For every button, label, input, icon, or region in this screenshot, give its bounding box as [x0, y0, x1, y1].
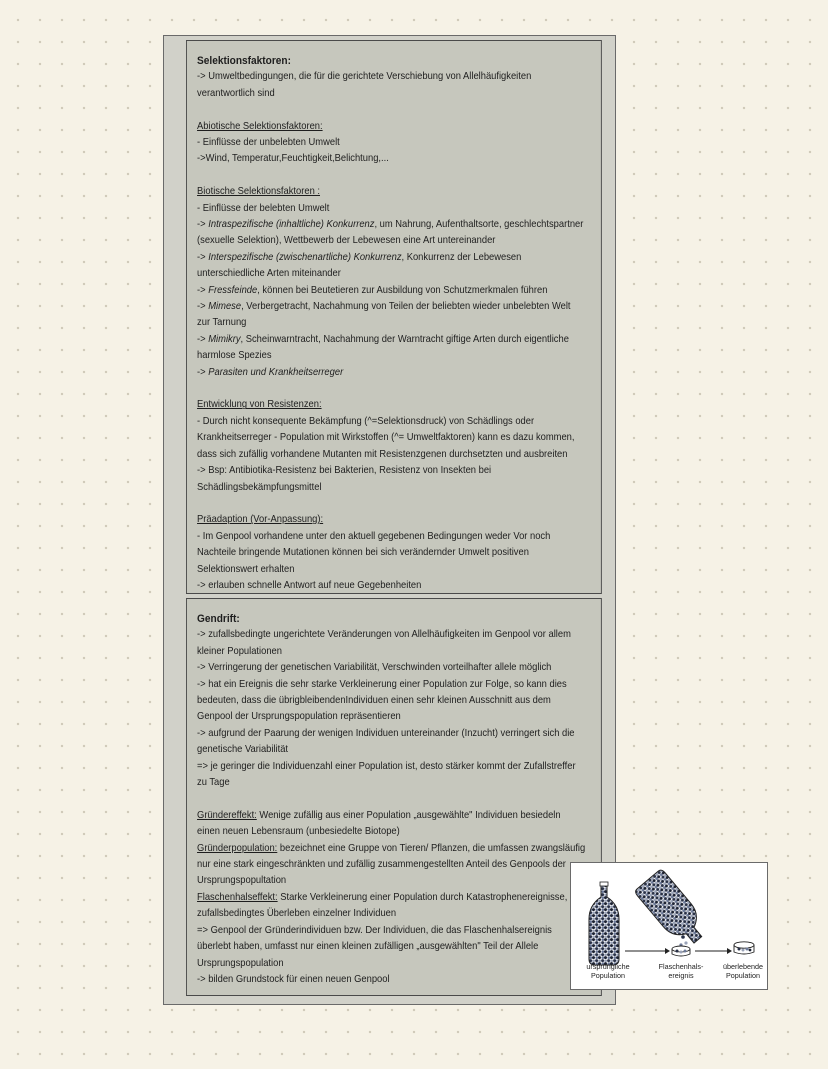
resistance-line: Krankheitserreger - Population mit Wirkstoffen (^= Umweltfaktoren) kann es dazu kommen, [197, 432, 575, 444]
preadaption-heading: Präadaption (Vor-Anpassung): [197, 514, 324, 526]
drift-line: -> hat ein Ereignis die sehr starke Verkleinerung einer Population zur Folge, so kann dies [197, 678, 567, 690]
drift-line: kleiner Populationen [197, 645, 282, 657]
intro-line: verantwortlich sind [197, 87, 275, 99]
drift-line: => je geringer die Individuenzahl einer Population ist, desto stärker kommt der Zufallstreffer [197, 760, 576, 772]
caption-surviving-population: überlebende Population [723, 962, 763, 980]
biotic-line: - Einflüsse der belebten Umwelt [197, 202, 330, 214]
drift-line: zu Tage [197, 777, 230, 789]
arrow-icon [695, 948, 732, 954]
abiotic-line: - Einflüsse der unbelebten Umwelt [197, 137, 340, 149]
biotic-line: zur Tarnung [197, 317, 247, 329]
resistance-line: dass sich zufällig vorhandene Mutanten mit Resistenzgenen durchsetzten und ausbreiten [197, 448, 568, 460]
founder-population-line: nur eine stark eingeschränkten und zufällig zusammengestellten Anteil des Genpools der [197, 859, 566, 871]
preadaption-line: -> erlauben schnelle Antwort auf neue Gegebenheiten [197, 579, 422, 591]
bottleneck-dish [672, 946, 690, 956]
biotic-line: -> Intraspezifische (inhaltliche) Konkurrenz, um Nahrung, Aufenthaltsorte, geschlechtspartner [197, 219, 584, 231]
caption-original-population: ursprüngliche Population [586, 962, 630, 980]
surviving-population-dish [734, 942, 754, 954]
biotic-line: unterschiedliche Arten miteinander [197, 268, 341, 280]
drift-line: Genpool der Ursprungspopulation repräsentieren [197, 711, 401, 723]
resistance-line: Schädlingsbekämpfungsmittel [197, 481, 322, 493]
abiotic-line: ->Wind, Temperatur,Feuchtigkeit,Belichtung,... [197, 153, 389, 165]
bottleneck-line: zufallsbedingtes Überleben einzelner Individuen [197, 908, 397, 920]
gene-drift-title: Gendrift: [197, 613, 240, 625]
selection-factors-title: Selektionsfaktoren: [197, 55, 291, 67]
gene-drift-panel [186, 598, 602, 996]
bottleneck-line: überlebt haben, umfasst nur einen kleinen zufälligen „ausgewählten" Teil der Allele [197, 941, 539, 953]
resistance-line: - Durch nicht konsequente Bekämpfung (^=Selektionsdruck) von Schädlings oder [197, 415, 535, 427]
abiotic-heading: Abiotische Selektionsfaktoren: [197, 120, 323, 132]
bottleneck-line: => Genpool der Gründerindividuen bzw. Der Individuen, die das Flaschenhalsereignis [197, 924, 552, 936]
resistance-line: -> Bsp: Antibiotika-Resistenz bei Bakterien, Resistenz von Insekten bei [197, 465, 492, 477]
intro-line: -> Umweltbedingungen, die für die gerichtete Verschiebung von Allelhäufigkeiten [197, 71, 532, 83]
biotic-line: -> Mimikry, Scheinwarntracht, Nachahmung der Warntracht giftige Arten durch eigentliche [197, 333, 569, 345]
bottleneck-figure [570, 862, 768, 990]
original-population-bottle [589, 882, 619, 965]
drift-line: bedeuten, dass die übrigbleibendenIndividuen einen sehr kleinen Ausschnitt aus dem [197, 695, 551, 707]
pouring-bottle [634, 868, 712, 951]
biotic-heading: Biotische Selektionsfaktoren : [197, 186, 321, 198]
caption-bottleneck-event: Flaschenhals- ereignis [658, 962, 704, 980]
preadaption-line: Selektionswert erhalten [197, 563, 295, 575]
biotic-line: -> Parasiten und Krankheitserreger [197, 366, 344, 378]
selection-factors-panel [186, 40, 602, 594]
biotic-line: -> Mimese, Verbergetracht, Nachahmung von Teilen der beliebten wieder unbelebten Welt [197, 301, 571, 313]
biotic-line: harmlose Spezies [197, 350, 272, 362]
founder-population-line: Gründerpopulation: bezeichnet eine Gruppe von Tieren/ Pflanzen, die umfassen zwangsläufig [197, 842, 586, 854]
drift-line: genetische Variabilität [197, 744, 289, 756]
drift-line: -> aufgrund der Paarung der wenigen Individuen untereinander (Inzucht) verringert sich die [197, 727, 575, 739]
resistance-heading: Entwicklung von Resistenzen: [197, 399, 322, 411]
bottleneck-line: -> bilden Grundstock für einen neuen Genpool [197, 973, 390, 985]
bottleneck-line: Ursprungspopulation [197, 957, 284, 969]
drift-line: -> zufallsbedingte ungerichtete Veränderungen von Allelhäufigkeiten im Genpool vor allem [197, 629, 571, 641]
founder-population-line: Ursprungspopultation [197, 875, 287, 887]
arrow-icon [625, 948, 670, 954]
biotic-line: -> Fressfeinde, können bei Beutetieren zur Ausbildung von Schutzmerkmalen führen [197, 284, 548, 296]
drift-line: -> Verringerung der genetischen Variabilität, Verschwinden vorteilhafter allele möglich [197, 662, 552, 674]
preadaption-line: - Im Genpool vorhandene unter den aktuell gegebenen Bedingungen weder Vor noch [197, 530, 551, 542]
biotic-line: -> Interspezifische (zwischenartliche) Konkurrenz, Konkurrenz der Lebewesen [197, 251, 522, 263]
founder-effect-line: Gründereffekt: Wenige zufällig aus einer Population „ausgewählte" Individuen besiedeln [197, 809, 561, 821]
biotic-line: (sexuelle Selektion), Wettbewerb der Lebewesen eine Art untereinander [197, 235, 496, 247]
bottleneck-line: Flaschenhalseffekt: Starke Verkleinerung einer Population durch Katastrophenereignisse, [197, 891, 568, 903]
preadaption-line: Nachteile bringende Mutationen können bei sich verändernder Umwelt positiven [197, 547, 529, 559]
founder-effect-line: einen neuen Lebensraum (unbesiedelte Biotope) [197, 826, 400, 838]
